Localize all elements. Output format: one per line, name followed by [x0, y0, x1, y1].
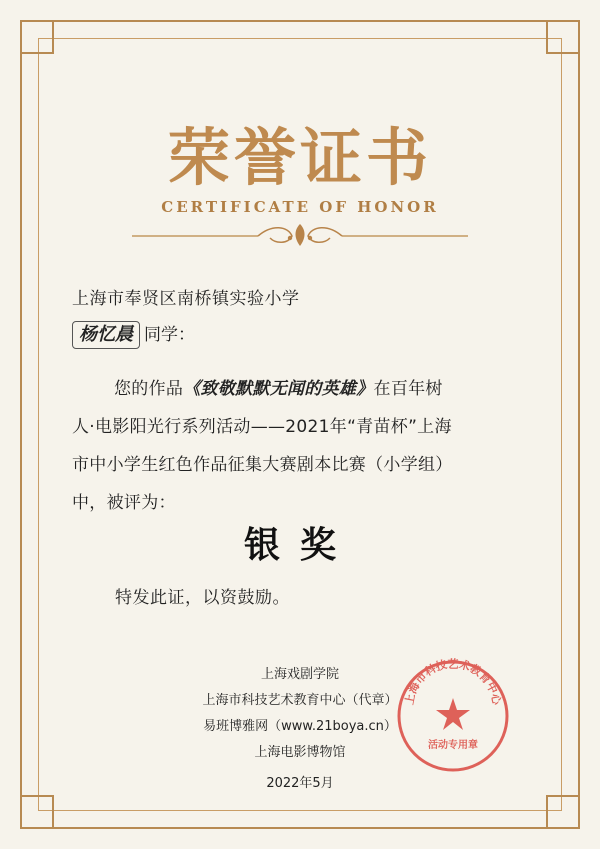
paragraph-line-3: 市中小学生红色作品征集大赛剧本比赛（小学组）	[72, 455, 453, 475]
seal-text: 上海市科技艺术教育中心	[402, 658, 504, 706]
paragraph-line-1	[72, 370, 537, 408]
issuer-item: 上海戏剧学院	[260, 667, 339, 682]
student-suffix: 同学：	[144, 325, 195, 345]
corner-ornament	[22, 22, 54, 54]
corner-ornament	[546, 795, 578, 827]
paragraph-prefix: 您的作品	[114, 379, 184, 399]
work-title: 《致敬默默无闻的英雄》	[183, 379, 374, 399]
student-name: 杨忆晨	[72, 321, 140, 349]
issuer-item: 上海市科技艺术教育中心（代章）	[202, 693, 398, 708]
certificate-subtitle: CERTIFICATE OF HONOR	[161, 198, 439, 216]
seal-subtext: 活动专用章	[428, 740, 478, 751]
issuer-item: 易班博雅网（www.21boya.cn）	[203, 719, 397, 734]
recipient-row	[72, 321, 195, 349]
corner-ornament	[22, 795, 54, 827]
certificate-title: 荣誉证书	[167, 121, 432, 194]
official-seal	[395, 658, 511, 774]
issue-date: 2022年5月	[266, 776, 334, 791]
corner-ornament	[546, 22, 578, 54]
flourish-ornament	[132, 222, 468, 248]
paragraph-line-4: 中，被评为：	[72, 493, 176, 513]
issuer-item: 上海电影博物馆	[254, 745, 346, 760]
paragraph-line-2: 人·电影阳光行系列活动——2021年“青苗杯”上海	[72, 417, 452, 437]
award-level: 银奖	[243, 524, 356, 566]
paragraph-suffix: 在百年树	[373, 379, 443, 399]
school-name: 上海市奉贤区南桥镇实验小学	[72, 289, 300, 309]
closing-statement: 特发此证，以资鼓励。	[115, 588, 290, 608]
award-paragraph	[72, 370, 537, 522]
